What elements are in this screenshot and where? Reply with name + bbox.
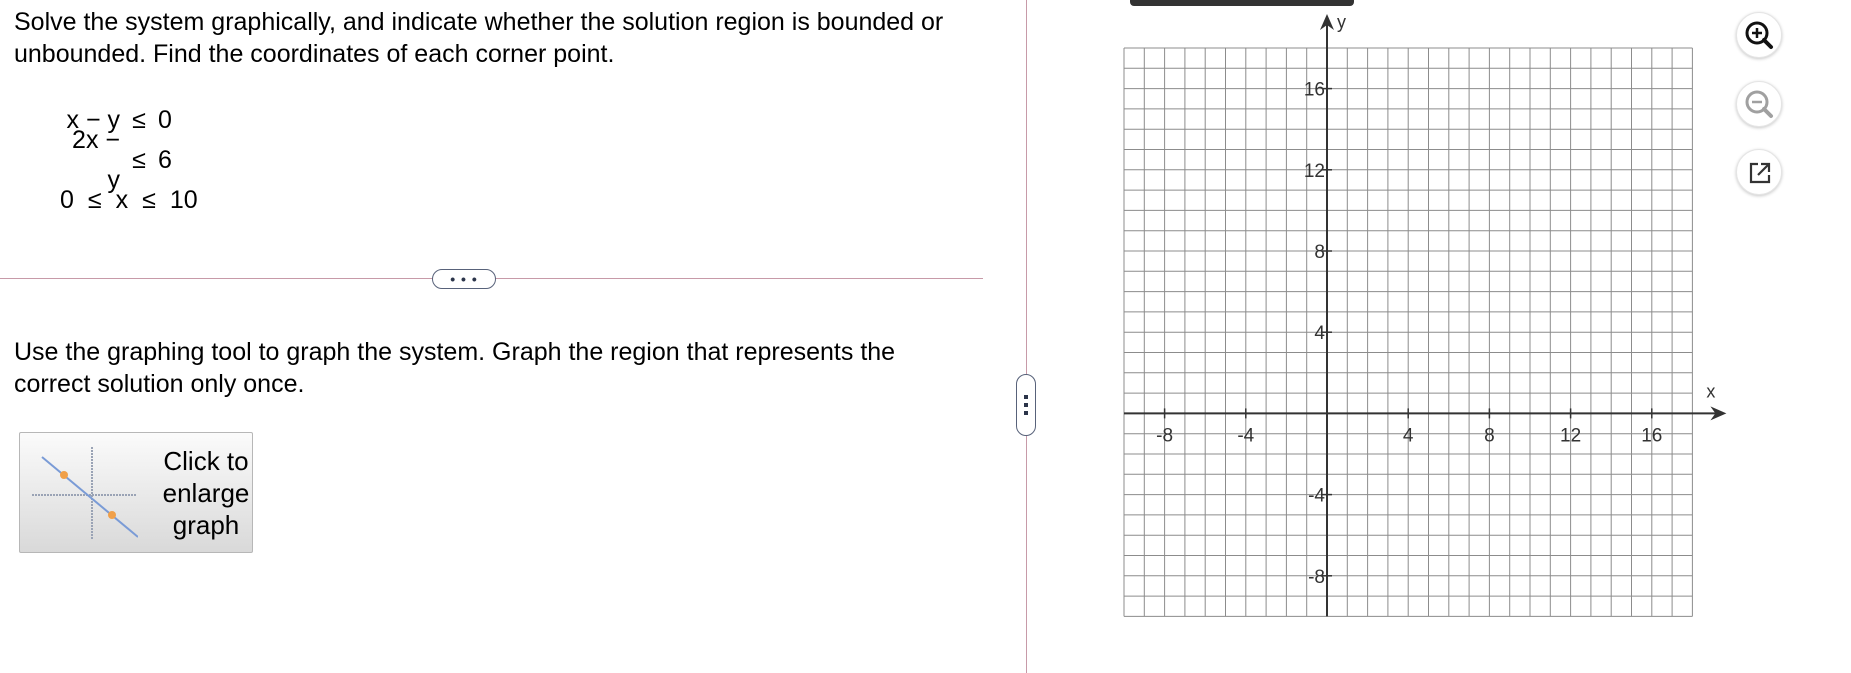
x-tick-label: -4 [1237, 425, 1255, 447]
enlarge-graph-button[interactable] [19, 432, 253, 553]
inequality-relation: ≤ [132, 106, 146, 134]
axis-ticks [1156, 80, 1662, 588]
inequality-lhs: 2x − y [72, 126, 120, 194]
top-toolbar-tab[interactable] [1130, 0, 1354, 6]
pane-splitter [1026, 0, 1027, 673]
zoom-out-button[interactable] [1736, 81, 1782, 127]
y-axis-label: y [1337, 12, 1346, 32]
y-tick-label: -8 [1308, 566, 1325, 588]
inequality-system [60, 100, 212, 220]
enlarge-graph-label: Click to enlarge graph [162, 446, 250, 540]
bound-low: 0 [60, 186, 74, 214]
x-axis-label: x [1706, 381, 1716, 402]
bound-relation-1: ≤ [87, 186, 102, 214]
bound-relation-2: ≤ [142, 186, 156, 214]
bound-high: 10 [169, 186, 198, 214]
pane-splitter-handle[interactable] [1016, 374, 1036, 436]
inequality-rhs: 0 [158, 106, 172, 134]
instruction-text: Use the graphing tool to graph the system. Graph the region that represents the correct solution only once. [14, 338, 896, 398]
y-tick-label: 12 [1303, 160, 1325, 182]
question-text: Solve the system graphically, and indicate whether the solution region is bounded or unbounded. Find the coordinates of each corner point. [14, 8, 944, 68]
x-tick-label: 12 [1560, 425, 1582, 447]
x-tick-label: -8 [1156, 425, 1174, 447]
graph-canvas[interactable] [1100, 10, 1750, 620]
inequality-row [60, 126, 212, 194]
graph-axes [1124, 14, 1726, 616]
zoom-in-button[interactable] [1736, 12, 1782, 58]
bound-variable: x [115, 186, 129, 214]
y-tick-label: -4 [1308, 485, 1325, 507]
x-tick-label: 4 [1402, 425, 1414, 447]
zoom-in-icon [1737, 13, 1783, 59]
open-in-new-window-icon [1737, 150, 1783, 196]
graph-thumbnail-icon [30, 445, 138, 541]
zoom-out-icon [1737, 82, 1783, 128]
x-tick-label: 8 [1484, 425, 1495, 447]
expand-more-button[interactable]: • • • [432, 269, 496, 289]
inequality-lhs: x − y [66, 106, 120, 134]
inequality-relation: ≤ [132, 146, 146, 174]
inequality-rhs: 6 [158, 146, 172, 174]
y-tick-label: 8 [1314, 242, 1325, 263]
graph-grid [1124, 48, 1692, 616]
y-tick-label: 4 [1314, 323, 1325, 345]
x-tick-label: 16 [1641, 425, 1663, 447]
open-new-window-button[interactable] [1736, 149, 1782, 195]
y-tick-label: 16 [1303, 79, 1325, 101]
